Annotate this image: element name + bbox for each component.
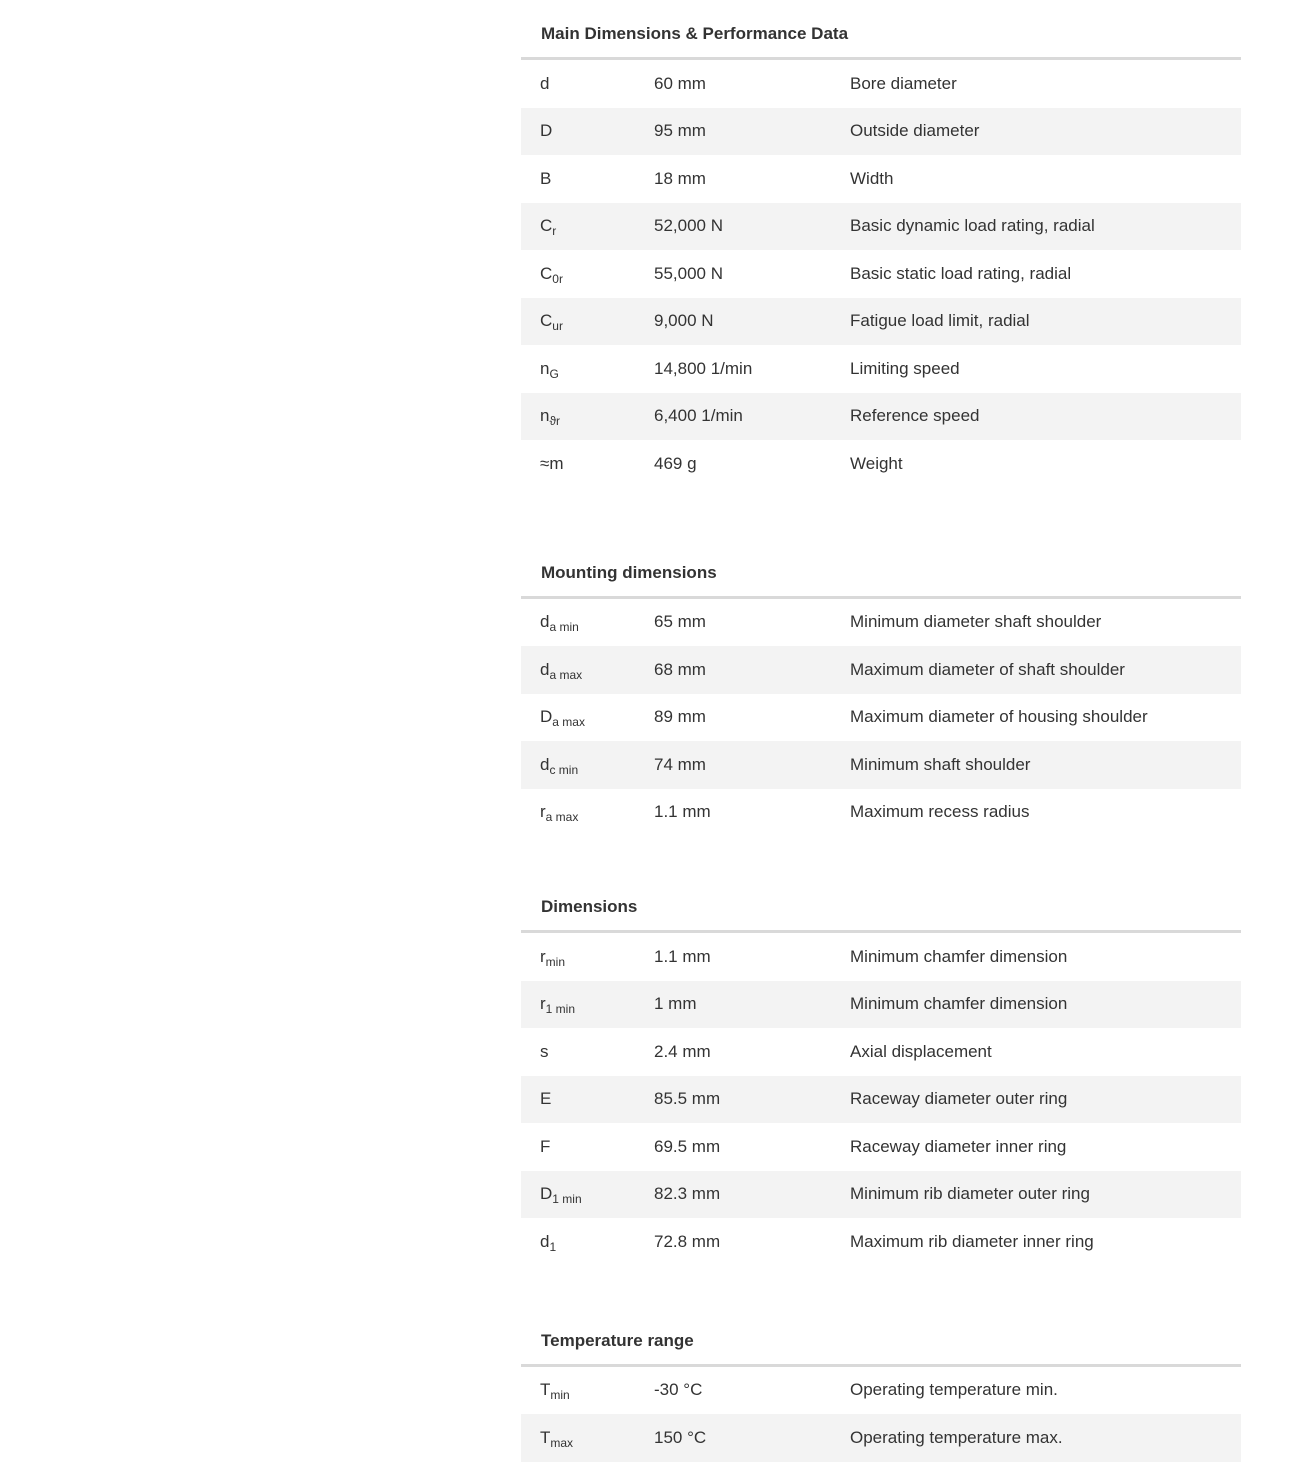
- value-cell: 52,000 N: [654, 216, 723, 236]
- symbol: E: [540, 1089, 552, 1109]
- symbol-cell: [521, 264, 654, 284]
- symbol-cell: [521, 802, 654, 825]
- table-row: [521, 694, 1241, 742]
- table-row: [521, 599, 1241, 647]
- section-title: Mounting dimensions: [521, 539, 1241, 599]
- symbol-subscript: 0r: [552, 271, 563, 286]
- value-cell: 74 mm: [654, 754, 706, 774]
- symbol-subscript: G: [549, 366, 559, 381]
- description-cell: Weight: [850, 453, 903, 473]
- symbol: C: [540, 216, 553, 236]
- table-row: [521, 60, 1241, 108]
- value-cell: 82.3 mm: [654, 1184, 721, 1204]
- symbol-cell: [521, 311, 654, 334]
- description-cell: Minimum shaft shoulder: [850, 754, 1031, 774]
- symbol: D: [540, 121, 553, 141]
- description-cell: Outside diameter: [850, 121, 980, 141]
- symbol-subscript: ur: [552, 319, 563, 334]
- table-row: [521, 440, 1241, 488]
- spec-table: [521, 60, 1241, 488]
- symbol-subscript: a min: [549, 620, 579, 635]
- description-cell: Maximum rib diameter inner ring: [850, 1231, 1094, 1251]
- table-row: [521, 1171, 1241, 1219]
- symbol: T: [540, 1427, 551, 1447]
- value-cell: -30 °C: [654, 1380, 703, 1400]
- symbol-subscript: a max: [549, 667, 583, 682]
- symbol-subscript: a max: [545, 810, 579, 825]
- symbol: B: [540, 168, 552, 188]
- table-row: [521, 933, 1241, 981]
- section-main-dimensions: [521, 0, 1241, 488]
- description-cell: Minimum diameter shaft shoulder: [850, 612, 1102, 632]
- spec-table: [521, 1367, 1241, 1462]
- symbol: D: [540, 1184, 553, 1204]
- spec-tables: [521, 0, 1241, 1462]
- description-cell: Maximum recess radius: [850, 802, 1030, 822]
- value-cell: 9,000 N: [654, 311, 714, 331]
- table-row: [521, 646, 1241, 694]
- table-row: [521, 1218, 1241, 1266]
- symbol: r: [540, 946, 546, 966]
- symbol-cell: [521, 1137, 654, 1157]
- symbol: s: [540, 1041, 549, 1061]
- description-cell: Bore diameter: [850, 73, 957, 93]
- description-cell: Minimum chamfer dimension: [850, 994, 1068, 1014]
- symbol: d: [540, 754, 550, 774]
- symbol-cell: [521, 1428, 654, 1448]
- spec-table: [521, 599, 1241, 837]
- section-dimensions: [521, 873, 1241, 1266]
- value-cell: 1.1 mm: [654, 946, 711, 966]
- symbol-cell: [521, 755, 654, 775]
- table-row: [521, 1367, 1241, 1415]
- value-cell: 65 mm: [654, 612, 706, 632]
- table-row: [521, 108, 1241, 156]
- description-cell: Basic dynamic load rating, radial: [850, 216, 1095, 236]
- symbol: r: [540, 802, 546, 822]
- section-temperature-range: [521, 1307, 1241, 1462]
- symbol: d: [540, 73, 550, 93]
- value-cell: 60 mm: [654, 73, 706, 93]
- description-cell: Minimum chamfer dimension: [850, 946, 1068, 966]
- symbol-cell: [521, 169, 654, 189]
- symbol: D: [540, 707, 553, 727]
- symbol-cell: [521, 1184, 654, 1207]
- symbol-subscript: max: [550, 1435, 574, 1450]
- table-row: [521, 393, 1241, 441]
- description-cell: Basic static load rating, radial: [850, 263, 1072, 283]
- table-row: [521, 1414, 1241, 1462]
- description-cell: Limiting speed: [850, 358, 960, 378]
- symbol-subscript: min: [550, 1388, 570, 1403]
- symbol-cell: [521, 707, 654, 730]
- symbol-cell: [521, 454, 654, 474]
- table-row: [521, 1123, 1241, 1171]
- symbol-subscript: ϑr: [549, 414, 561, 429]
- value-cell: 55,000 N: [654, 263, 723, 283]
- table-row: [521, 1028, 1241, 1076]
- symbol-cell: [521, 1232, 654, 1252]
- symbol-subscript: 1: [549, 1239, 557, 1254]
- symbol-cell: [521, 612, 654, 635]
- symbol-cell: [521, 947, 654, 967]
- symbol-cell: [521, 1380, 654, 1403]
- symbol: F: [540, 1136, 551, 1156]
- table-row: [521, 789, 1241, 837]
- section-title: Main Dimensions & Performance Data: [521, 0, 1241, 60]
- description-cell: Fatigue load limit, radial: [850, 311, 1030, 331]
- symbol: ≈m: [540, 453, 564, 473]
- symbol-cell: [521, 216, 654, 239]
- symbol-cell: [521, 1042, 654, 1062]
- description-cell: Width: [850, 168, 894, 188]
- description-cell: Axial displacement: [850, 1041, 992, 1061]
- table-row: [521, 981, 1241, 1029]
- symbol: r: [540, 994, 546, 1014]
- table-row: [521, 1076, 1241, 1124]
- symbol-cell: [521, 359, 654, 379]
- table-row: [521, 203, 1241, 251]
- value-cell: 14,800 1/min: [654, 358, 753, 378]
- value-cell: 2.4 mm: [654, 1041, 711, 1061]
- value-cell: 95 mm: [654, 121, 706, 141]
- section-title: Dimensions: [521, 873, 1241, 933]
- symbol: T: [540, 1380, 551, 1400]
- symbol-cell: [521, 994, 654, 1017]
- symbol: n: [540, 406, 550, 426]
- table-row: [521, 741, 1241, 789]
- symbol-subscript: a max: [552, 715, 585, 730]
- symbol-cell: [521, 121, 654, 141]
- value-cell: 89 mm: [654, 707, 706, 727]
- value-cell: 85.5 mm: [654, 1089, 721, 1109]
- table-row: [521, 250, 1241, 298]
- table-row: [521, 155, 1241, 203]
- symbol-cell: [521, 1089, 654, 1109]
- description-cell: Raceway diameter outer ring: [850, 1089, 1068, 1109]
- description-cell: Minimum rib diameter outer ring: [850, 1184, 1090, 1204]
- symbol-subscript: 1 min: [545, 1002, 576, 1017]
- symbol: C: [540, 263, 553, 283]
- symbol-cell: [521, 406, 654, 429]
- description-cell: Operating temperature min.: [850, 1380, 1058, 1400]
- symbol: n: [540, 358, 550, 378]
- value-cell: 150 °C: [654, 1427, 707, 1447]
- symbol: d: [540, 659, 550, 679]
- symbol: C: [540, 311, 553, 331]
- description-cell: Maximum diameter of housing shoulder: [850, 707, 1148, 727]
- symbol: d: [540, 612, 550, 632]
- value-cell: 18 mm: [654, 168, 706, 188]
- symbol-cell: [521, 660, 654, 680]
- symbol-subscript: r: [552, 224, 557, 239]
- description-cell: Raceway diameter inner ring: [850, 1136, 1067, 1156]
- description-cell: Maximum diameter of shaft shoulder: [850, 659, 1125, 679]
- description-cell: Reference speed: [850, 406, 980, 426]
- symbol-subscript: 1 min: [552, 1192, 582, 1207]
- value-cell: 6,400 1/min: [654, 406, 743, 426]
- section-mounting-dimensions: [521, 539, 1241, 837]
- symbol-subscript: c min: [549, 762, 579, 777]
- symbol-subscript: min: [545, 954, 566, 969]
- section-title: Temperature range: [521, 1307, 1241, 1367]
- table-row: [521, 345, 1241, 393]
- value-cell: 1.1 mm: [654, 802, 711, 822]
- value-cell: 68 mm: [654, 659, 706, 679]
- value-cell: 469 g: [654, 453, 697, 473]
- symbol: d: [540, 1231, 550, 1251]
- spec-table: [521, 933, 1241, 1266]
- value-cell: 72.8 mm: [654, 1231, 721, 1251]
- table-row: [521, 298, 1241, 346]
- symbol-cell: [521, 74, 654, 94]
- description-cell: Operating temperature max.: [850, 1427, 1063, 1447]
- value-cell: 1 mm: [654, 994, 697, 1014]
- value-cell: 69.5 mm: [654, 1136, 721, 1156]
